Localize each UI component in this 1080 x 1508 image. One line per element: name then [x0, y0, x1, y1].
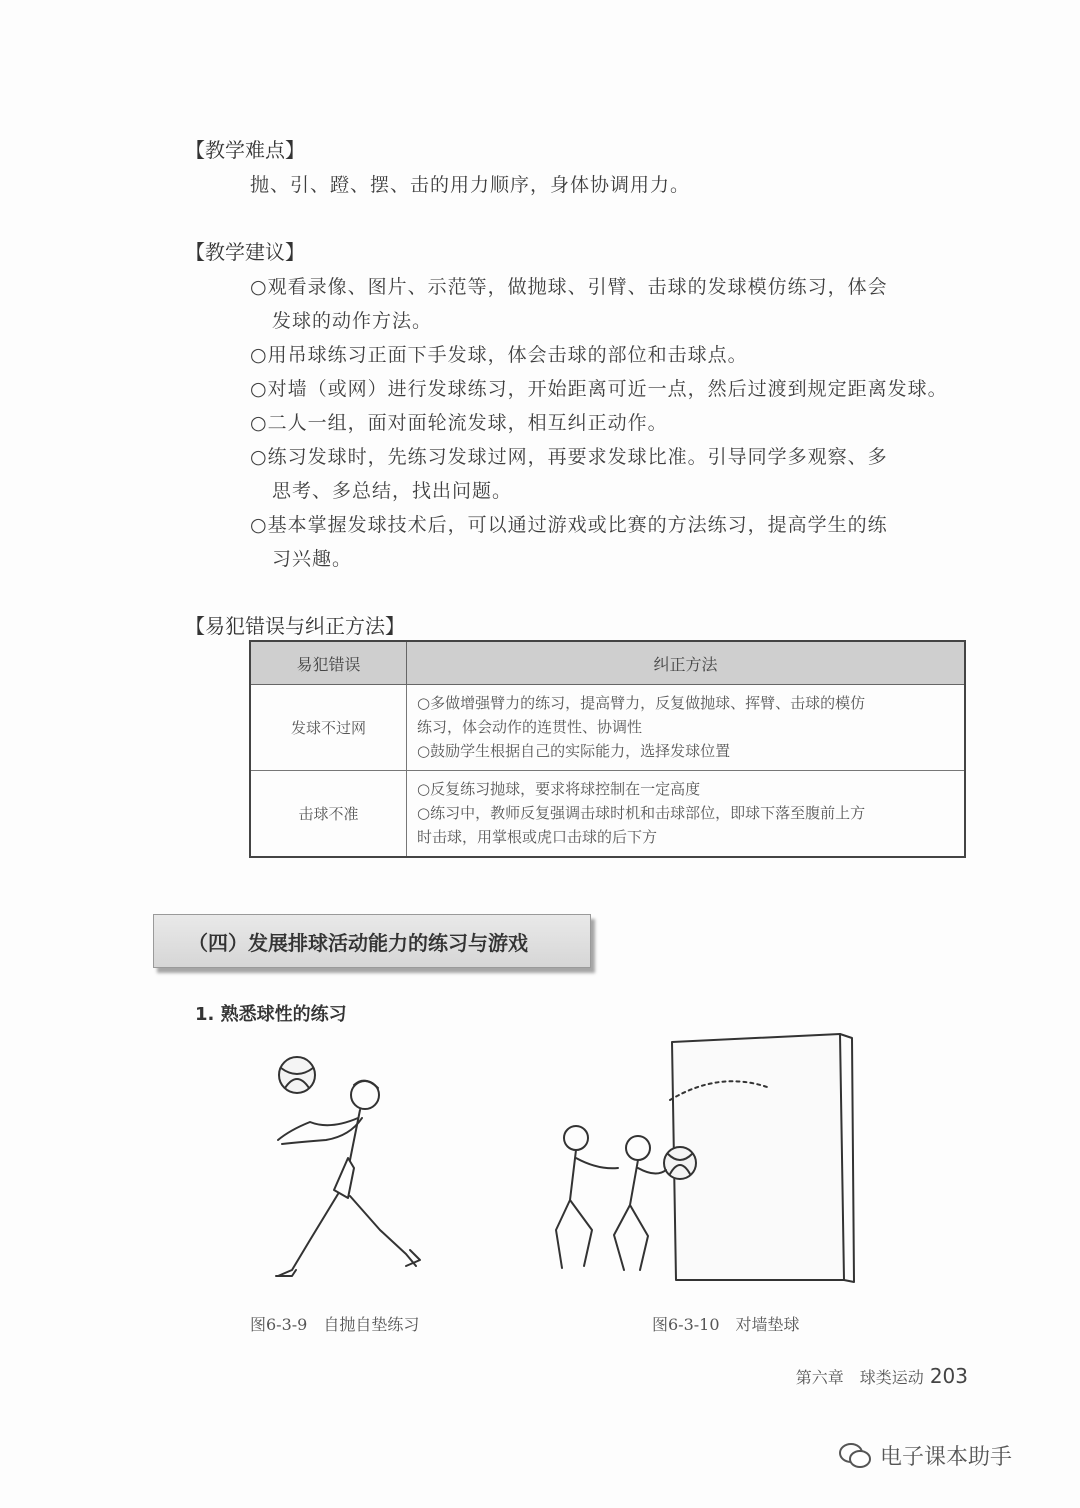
suggestions-heading: 【教学建议】 — [185, 240, 305, 264]
fix-line: ○练习中，教师反复强调击球时机和击球部位，即球下落至腹前上方 — [417, 804, 866, 823]
suggestion-item — [250, 338, 970, 372]
table-header-row — [250, 641, 965, 685]
error-cell: 击球不准 — [250, 770, 407, 857]
self-pass-illustration — [230, 1040, 450, 1290]
suggestion-text: ○练习发球时，先练习发球过网，再要求发球比准。引导同学多观察、多 — [250, 446, 888, 468]
suggestion-text: ○基本掌握发球技术后，可以通过游戏或比赛的方法练习，提高学生的练 — [250, 514, 888, 536]
wall-pass-illustration — [540, 1030, 860, 1290]
difficulty-text: 抛、引、蹬、摆、击的用力顺序，身体协调用力。 — [250, 174, 691, 196]
section-title-box: （四）发展排球活动能力的练习与游戏 — [153, 914, 591, 968]
suggestion-item — [250, 270, 970, 338]
chapter-label: 第六章 球类运动 — [795, 1368, 924, 1387]
fix-cell — [407, 770, 966, 857]
suggestion-text: ○用吊球练习正面下手发球，体会击球的部位和击球点。 — [250, 344, 748, 366]
col-fix-header: 纠正方法 — [407, 641, 966, 685]
brand-name: 电子课本助手 — [880, 1445, 1013, 1470]
suggestion-cont: 习兴趣。 — [272, 548, 353, 570]
page-footer — [796, 1364, 968, 1388]
fix-line: ○鼓励学生根据自己的实际能力，选择发球位置 — [417, 742, 731, 761]
fix-line: ○多做增强臂力的练习，提高臂力，反复做抛球、挥臂、击球的模仿 — [417, 694, 866, 713]
fix-line: 练习，体会动作的连贯性、协调性 — [417, 718, 643, 737]
suggestions-list — [250, 270, 970, 576]
difficulty-heading: 【教学难点】 — [185, 138, 305, 162]
suggestion-text: ○观看录像、图片、示范等，做抛球、引臂、击球的发球模仿练习，体会 — [250, 276, 888, 298]
figure-caption-2: 图6-3-10 对墙垫球 — [652, 1315, 800, 1334]
errors-table — [249, 640, 966, 858]
figure-caption-1: 图6-3-9 自抛自垫练习 — [250, 1315, 420, 1334]
suggestion-item — [250, 508, 970, 576]
page-number: 203 — [929, 1364, 968, 1388]
suggestion-item — [250, 406, 970, 440]
col-error-header: 易犯错误 — [250, 641, 407, 685]
brand-watermark — [838, 1440, 1012, 1471]
fix-line: ○反复练习抛球，要求将球控制在一定高度 — [417, 780, 701, 799]
fix-cell — [407, 685, 966, 771]
suggestion-cont: 发球的动作方法。 — [272, 310, 433, 332]
suggestion-item — [250, 440, 970, 508]
suggestion-text: ○对墙（或网）进行发球练习，开始距离可近一点，然后过渡到规定距离发球。 — [250, 378, 948, 400]
wechat-icon — [838, 1442, 872, 1470]
suggestion-text: ○二人一组，面对面轮流发球，相互纠正动作。 — [250, 412, 668, 434]
suggestion-item — [250, 372, 970, 406]
errors-heading: 【易犯错误与纠正方法】 — [185, 614, 405, 638]
table-row — [250, 685, 965, 771]
error-cell: 发球不过网 — [250, 685, 407, 771]
sub-heading: 1. 熟悉球性的练习 — [195, 1004, 347, 1025]
table-row — [250, 770, 965, 857]
fix-line: 时击球，用掌根或虎口击球的后下方 — [417, 828, 658, 847]
suggestion-cont: 思考、多总结，找出问题。 — [272, 480, 513, 502]
